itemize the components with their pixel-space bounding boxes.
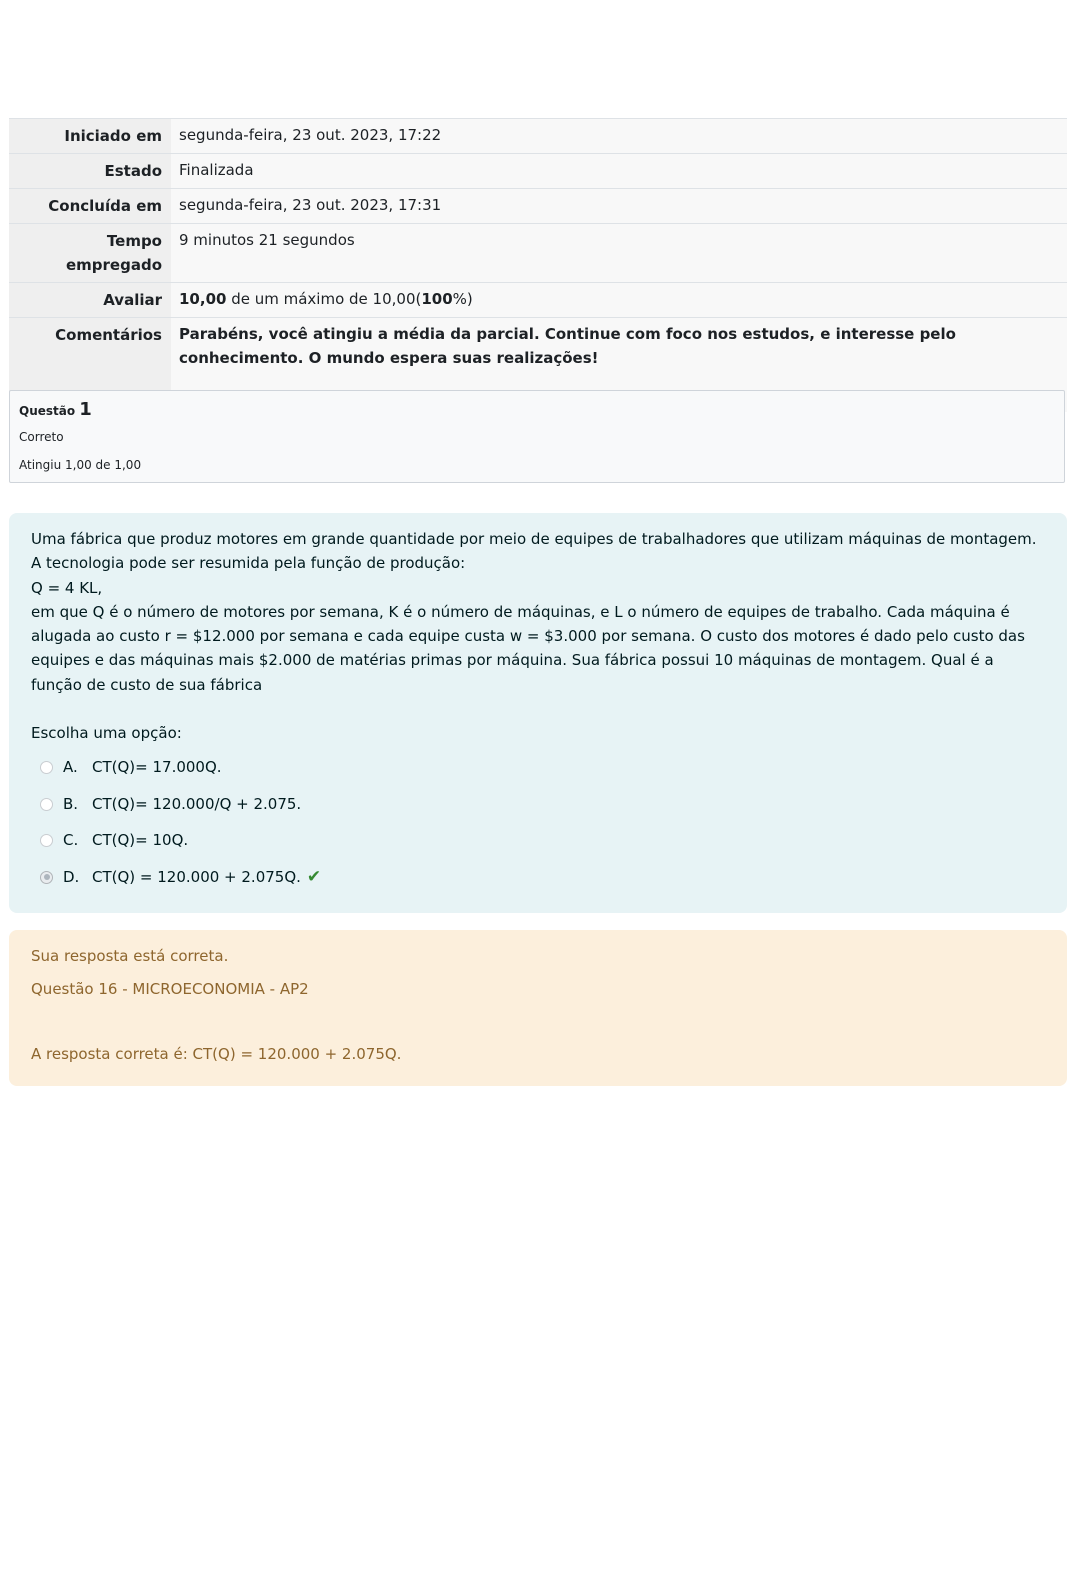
question-text-paragraph: em que Q é o número de motores por semana, K é o número de máquinas, e L o número de equipes de trabalho. Cada máquina é alugada ao custo r = $12.000 por semana e cada equipe custa w = $3.000 por semana. O custo dos motores é dado pelo custo das equipes e das máquinas mais $2.000 de matérias primas por máquina. Sua fábrica possui 10 máquinas de montagem. Qual é a função de custo de sua fábrica: [31, 602, 1025, 694]
question-text-paragraph: Uma fábrica que produz motores em grande quantidade por meio de equipes de trabalhadores que utilizam máquinas de montagem. A tecnologia pode ser resumida pela função de produção:: [31, 530, 1037, 573]
summary-row-state: [9, 154, 1067, 189]
feedback-general: Questão 16 - MICROECONOMIA - AP2: [31, 980, 309, 998]
question-number: [19, 399, 1055, 422]
summary-row-completed: [9, 189, 1067, 224]
answer-option-b[interactable]: [31, 786, 1045, 823]
option-text: CT(Q)= 120.000/Q + 2.075.: [92, 794, 302, 813]
summary-label: Concluída em: [9, 189, 171, 224]
option-letter: D.: [63, 867, 80, 886]
option-text: CT(Q) = 120.000 + 2.075Q.: [92, 867, 301, 886]
option-text: CT(Q)= 17.000Q.: [92, 758, 222, 777]
radio-button[interactable]: [40, 834, 53, 847]
answer-options: [31, 749, 1045, 895]
summary-value: segunda-feira, 23 out. 2023, 17:22: [171, 119, 1067, 154]
summary-label: Comentários: [9, 318, 171, 413]
answer-prompt: Escolha uma opção:: [31, 724, 182, 743]
answer-feedback: [9, 930, 1067, 1086]
question-grade: Atingiu 1,00 de 1,00: [19, 458, 142, 472]
feedback-right-answer: A resposta correta é: CT(Q) = 120.000 + 2.075Q.: [31, 1045, 402, 1063]
summary-value-comments: Parabéns, você atingiu a média da parcial. Continue com foco nos estudos, e interesse pelo conhecimento. O mundo espera suas realizações!: [171, 318, 1067, 413]
answer-option-d[interactable]: [31, 859, 1045, 896]
option-letter: A.: [63, 758, 78, 777]
summary-row-started: [9, 119, 1067, 154]
grade-score: 10,00: [179, 290, 227, 308]
quiz-summary-table: [9, 118, 1067, 412]
question-number-value: 1: [79, 399, 92, 420]
summary-value: 9 minutos 21 segundos: [171, 224, 1067, 283]
answer-option-a[interactable]: [31, 749, 1045, 786]
summary-row-time-taken: [9, 224, 1067, 283]
grade-text: de um máximo de 10,00(: [226, 290, 422, 308]
option-letter: C.: [63, 831, 79, 850]
radio-button[interactable]: [40, 761, 53, 774]
summary-row-grade: [9, 283, 1067, 318]
radio-button[interactable]: [40, 798, 53, 811]
grade-percent: 100: [421, 290, 453, 308]
summary-value-grade: [171, 283, 1067, 318]
radio-button-selected[interactable]: [40, 871, 53, 884]
summary-label: Avaliar: [9, 283, 171, 318]
summary-label: Estado: [9, 154, 171, 189]
question-formulation: [9, 513, 1067, 913]
summary-label: Tempo empregado: [9, 224, 171, 283]
summary-value: segunda-feira, 23 out. 2023, 17:31: [171, 189, 1067, 224]
summary-value: Finalizada: [171, 154, 1067, 189]
check-icon: ✔: [306, 866, 322, 887]
feedback-status: Sua resposta está correta.: [31, 947, 229, 965]
answer-option-c[interactable]: [31, 822, 1045, 859]
option-letter: B.: [63, 794, 79, 813]
summary-label: Iniciado em: [9, 119, 171, 154]
question-text: [31, 527, 1045, 697]
option-text: CT(Q)= 10Q.: [92, 831, 189, 850]
question-text-paragraph: Q = 4 KL,: [31, 578, 103, 597]
question-state: Correto: [19, 430, 64, 444]
question-label: Questão: [19, 404, 76, 418]
grade-text-end: %): [452, 290, 473, 308]
question-info: [9, 390, 1065, 483]
